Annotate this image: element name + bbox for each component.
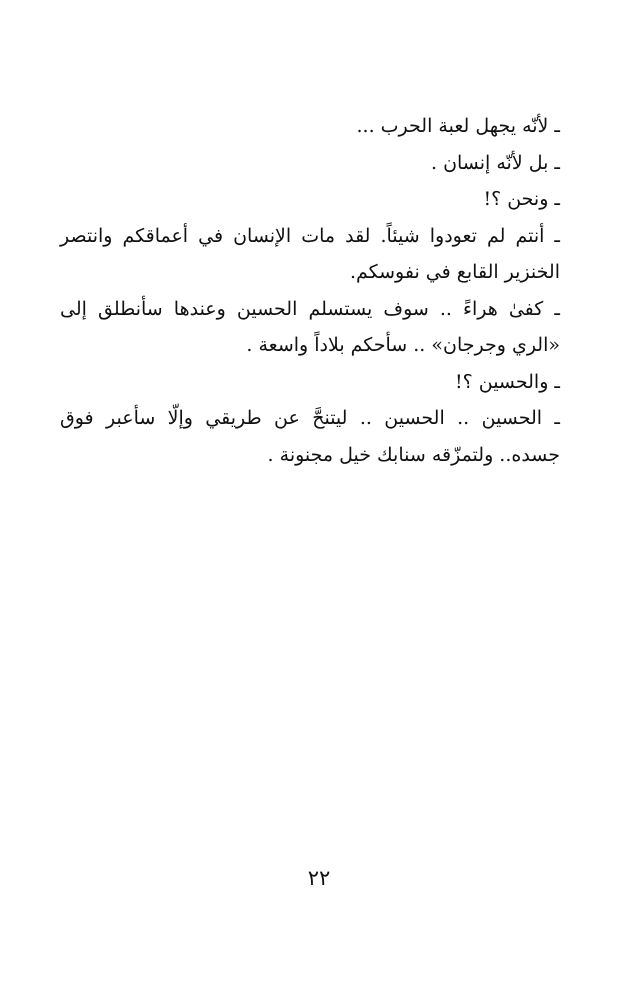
dialogue-line: ـ والحسين ؟! <box>454 370 560 393</box>
page-number: ٢٢ <box>307 866 331 890</box>
dialogue-line: جسده.. ولتمزّقه سنابك خيل مجنونة . <box>267 443 560 466</box>
dialogue-line: «الري وجرجان» .. سأحكم بلاداً واسعة . <box>246 334 560 356</box>
dialogue-line: ـ كفىٰ هراءً .. سوف يستسلم الحسين وعندها سأنطلق إلى <box>60 297 560 320</box>
dialogue-line: الخنزير القابع في نفوسكم. <box>349 261 560 283</box>
dialogue-line: ـ لأنّه يجهل لعبة الحرب ... <box>356 115 560 137</box>
dialogue-line: ـ أنتم لم تعودوا شيئاً. لقد مات الإنسان في أعماقكم وانتصر <box>60 224 560 247</box>
dialogue-line: ـ بل لأنّه إنسان . <box>430 151 560 174</box>
dialogue-line: ـ الحسين .. الحسين .. ليتنحَّ عن طريقي وإلّا سأعبر فوق <box>60 407 560 429</box>
dialogue-line: ـ ونحن ؟! <box>483 188 560 210</box>
dialogue-text <box>60 108 560 473</box>
